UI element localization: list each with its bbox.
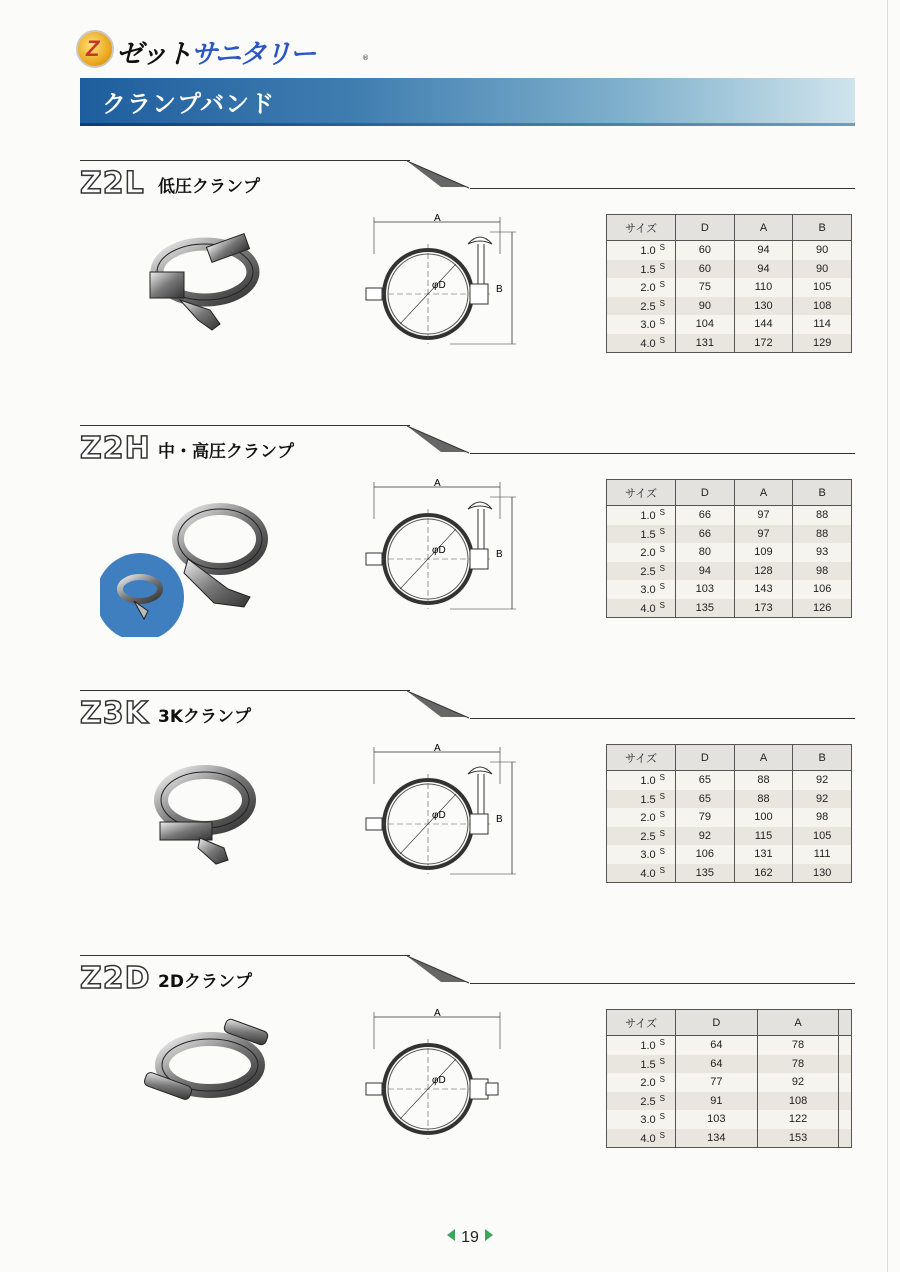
- spec-row: [607, 1036, 852, 1055]
- b-cell: 90: [793, 260, 852, 279]
- spec-header: A: [757, 1010, 839, 1036]
- a-cell: 88: [734, 790, 793, 809]
- spec-row: [607, 278, 852, 297]
- product-name: 3Kクランプ: [158, 707, 252, 727]
- b-cell: 126: [793, 599, 852, 618]
- size-cell: 4.0 $^S$: [607, 864, 676, 883]
- b-cell: 106: [793, 580, 852, 599]
- spec-row: [607, 599, 852, 618]
- product-code: Z2H: [80, 431, 151, 466]
- page-edge: [887, 0, 888, 1272]
- spec-table: [606, 479, 852, 618]
- d-cell: 91: [676, 1092, 758, 1111]
- size-cell: 1.5 $^S$: [607, 260, 676, 279]
- a-cell: 153: [757, 1129, 839, 1148]
- d-cell: 135: [676, 599, 735, 618]
- size-cell: 3.0 $^S$: [607, 315, 676, 334]
- size-cell: 1.0 $^S$: [607, 241, 676, 260]
- spec-header: サイズ: [607, 480, 676, 506]
- section-wedge: [407, 955, 473, 987]
- spec-row: [607, 562, 852, 581]
- dim-b-label: B: [496, 549, 503, 560]
- dimension-drawing: [350, 744, 520, 884]
- product-name: 中・高圧クランプ: [158, 442, 294, 462]
- spec-row: [607, 241, 852, 260]
- product-section-z2d: [80, 955, 855, 1215]
- size-cell: 3.0 $^S$: [607, 580, 676, 599]
- spec-row: [607, 790, 852, 809]
- d-cell: 65: [676, 790, 735, 809]
- d-cell: 90: [676, 297, 735, 316]
- spec-row: [607, 771, 852, 790]
- b-cell: 92: [793, 771, 852, 790]
- page-number: 19: [440, 1229, 500, 1247]
- a-cell: 162: [734, 864, 793, 883]
- section-rule-top: [80, 425, 410, 426]
- d-cell: 103: [676, 1110, 758, 1129]
- a-cell: 131: [734, 845, 793, 864]
- a-cell: 128: [734, 562, 793, 581]
- d-cell: 104: [676, 315, 735, 334]
- b-cell: [839, 1129, 852, 1148]
- d-cell: 106: [676, 845, 735, 864]
- product-section-z2h: [80, 425, 855, 685]
- a-cell: 100: [734, 808, 793, 827]
- dim-b-label: B: [496, 814, 503, 825]
- spec-header: B: [793, 480, 852, 506]
- spec-row: [607, 1055, 852, 1074]
- a-cell: 94: [734, 241, 793, 260]
- d-cell: 131: [676, 334, 735, 353]
- spec-row: [607, 297, 852, 316]
- product-photo: [100, 1007, 300, 1167]
- dim-d-label: φD: [432, 545, 446, 556]
- d-cell: 60: [676, 260, 735, 279]
- a-cell: 172: [734, 334, 793, 353]
- b-cell: [839, 1110, 852, 1129]
- a-cell: 97: [734, 525, 793, 544]
- spec-header: サイズ: [607, 215, 676, 241]
- size-cell: 2.5 $^S$: [607, 827, 676, 846]
- spec-row: [607, 827, 852, 846]
- size-cell: 1.0 $^S$: [607, 1036, 676, 1055]
- a-cell: 110: [734, 278, 793, 297]
- spec-row: [607, 525, 852, 544]
- b-cell: 114: [793, 315, 852, 334]
- product-photo: [100, 477, 300, 637]
- d-cell: 134: [676, 1129, 758, 1148]
- spec-row: [607, 260, 852, 279]
- b-cell: 88: [793, 525, 852, 544]
- b-cell: 88: [793, 506, 852, 525]
- registered-mark: ®: [362, 54, 369, 62]
- size-cell: 2.0 $^S$: [607, 1073, 676, 1092]
- d-cell: 75: [676, 278, 735, 297]
- size-cell: 1.0 $^S$: [607, 506, 676, 525]
- spec-header: サイズ: [607, 745, 676, 771]
- size-cell: 4.0 $^S$: [607, 334, 676, 353]
- d-cell: 66: [676, 525, 735, 544]
- b-cell: 98: [793, 562, 852, 581]
- a-cell: 97: [734, 506, 793, 525]
- section-rule-top: [80, 690, 410, 691]
- b-cell: 105: [793, 827, 852, 846]
- size-cell: 2.0 $^S$: [607, 808, 676, 827]
- spec-row: [607, 334, 852, 353]
- product-section-z3k: [80, 690, 855, 950]
- spec-header: D: [676, 1010, 758, 1036]
- dim-a-label: A: [434, 744, 441, 754]
- b-cell: 129: [793, 334, 852, 353]
- size-cell: 2.0 $^S$: [607, 543, 676, 562]
- size-cell: 2.5 $^S$: [607, 297, 676, 316]
- spec-header: [839, 1010, 852, 1036]
- b-cell: [839, 1092, 852, 1111]
- dim-b-label: B: [496, 284, 503, 295]
- d-cell: 103: [676, 580, 735, 599]
- category-banner: [80, 78, 855, 123]
- b-cell: 92: [793, 790, 852, 809]
- dim-d-label: φD: [432, 280, 446, 291]
- b-cell: 98: [793, 808, 852, 827]
- section-wedge: [407, 425, 473, 457]
- spec-header: D: [676, 745, 735, 771]
- product-code: Z2L: [80, 166, 145, 201]
- section-rule-bottom: [470, 718, 855, 719]
- size-cell: 3.0 $^S$: [607, 1110, 676, 1129]
- d-cell: 135: [676, 864, 735, 883]
- spec-header: D: [676, 215, 735, 241]
- dimension-drawing: [350, 1009, 520, 1149]
- size-cell: 1.5 $^S$: [607, 525, 676, 544]
- product-photo: [100, 212, 300, 372]
- spec-row: [607, 1110, 852, 1129]
- a-cell: 109: [734, 543, 793, 562]
- d-cell: 79: [676, 808, 735, 827]
- d-cell: 64: [676, 1036, 758, 1055]
- dimension-drawing: [350, 479, 520, 619]
- a-cell: 115: [734, 827, 793, 846]
- a-cell: 173: [734, 599, 793, 618]
- a-cell: 78: [757, 1055, 839, 1074]
- a-cell: 78: [757, 1036, 839, 1055]
- spec-header: B: [793, 215, 852, 241]
- spec-row: [607, 580, 852, 599]
- d-cell: 94: [676, 562, 735, 581]
- section-rule-top: [80, 160, 410, 161]
- dim-a-label: A: [434, 214, 441, 224]
- spec-row: [607, 1073, 852, 1092]
- size-cell: 2.5 $^S$: [607, 562, 676, 581]
- product-section-z2l: [80, 160, 855, 420]
- d-cell: 66: [676, 506, 735, 525]
- section-rule-bottom: [470, 453, 855, 454]
- a-cell: 122: [757, 1110, 839, 1129]
- spec-table: [606, 744, 852, 883]
- dim-a-label: A: [434, 479, 441, 489]
- logo-emblem-icon: Z: [76, 30, 114, 68]
- d-cell: 64: [676, 1055, 758, 1074]
- product-code: Z3K: [80, 696, 149, 731]
- size-cell: 2.5 $^S$: [607, 1092, 676, 1111]
- spec-header: D: [676, 480, 735, 506]
- a-cell: 94: [734, 260, 793, 279]
- b-cell: 90: [793, 241, 852, 260]
- dim-a-label: A: [434, 1009, 441, 1019]
- size-cell: 1.5 $^S$: [607, 790, 676, 809]
- brand-name: ゼットサニタリー: [116, 39, 315, 70]
- b-cell: [839, 1073, 852, 1092]
- prev-arrow-icon: [447, 1229, 455, 1241]
- spec-row: [607, 315, 852, 334]
- size-cell: 3.0 $^S$: [607, 845, 676, 864]
- b-cell: [839, 1055, 852, 1074]
- product-name: 2Dクランプ: [158, 972, 252, 992]
- spec-row: [607, 845, 852, 864]
- spec-table: [606, 214, 852, 353]
- spec-row: [607, 1129, 852, 1148]
- spec-row: [607, 506, 852, 525]
- size-cell: 4.0 $^S$: [607, 599, 676, 618]
- banner-title: クランプバンド: [102, 90, 276, 118]
- b-cell: 108: [793, 297, 852, 316]
- a-cell: 143: [734, 580, 793, 599]
- d-cell: 65: [676, 771, 735, 790]
- spec-row: [607, 808, 852, 827]
- d-cell: 80: [676, 543, 735, 562]
- b-cell: 93: [793, 543, 852, 562]
- size-cell: 1.5 $^S$: [607, 1055, 676, 1074]
- a-cell: 88: [734, 771, 793, 790]
- section-wedge: [407, 690, 473, 722]
- section-rule-bottom: [470, 983, 855, 984]
- product-name: 低圧クランプ: [158, 177, 260, 197]
- b-cell: 111: [793, 845, 852, 864]
- section-wedge: [407, 160, 473, 192]
- d-cell: 60: [676, 241, 735, 260]
- size-cell: 2.0 $^S$: [607, 278, 676, 297]
- d-cell: 92: [676, 827, 735, 846]
- spec-row: [607, 543, 852, 562]
- spec-header: A: [734, 480, 793, 506]
- product-code: Z2D: [80, 961, 151, 996]
- spec-row: [607, 1092, 852, 1111]
- spec-header: A: [734, 745, 793, 771]
- size-cell: 1.0 $^S$: [607, 771, 676, 790]
- b-cell: 105: [793, 278, 852, 297]
- spec-table: [606, 1009, 852, 1148]
- d-cell: 77: [676, 1073, 758, 1092]
- spec-header: B: [793, 745, 852, 771]
- spec-row: [607, 864, 852, 883]
- section-rule-top: [80, 955, 410, 956]
- a-cell: 92: [757, 1073, 839, 1092]
- dim-d-label: φD: [432, 1075, 446, 1086]
- spec-header: A: [734, 215, 793, 241]
- size-cell: 4.0 $^S$: [607, 1129, 676, 1148]
- b-cell: [839, 1036, 852, 1055]
- product-photo: [100, 742, 300, 902]
- a-cell: 144: [734, 315, 793, 334]
- dim-d-label: φD: [432, 810, 446, 821]
- spec-header: サイズ: [607, 1010, 676, 1036]
- a-cell: 108: [757, 1092, 839, 1111]
- section-rule-bottom: [470, 188, 855, 189]
- b-cell: 130: [793, 864, 852, 883]
- next-arrow-icon: [485, 1229, 493, 1241]
- dimension-drawing: [350, 214, 520, 354]
- a-cell: 130: [734, 297, 793, 316]
